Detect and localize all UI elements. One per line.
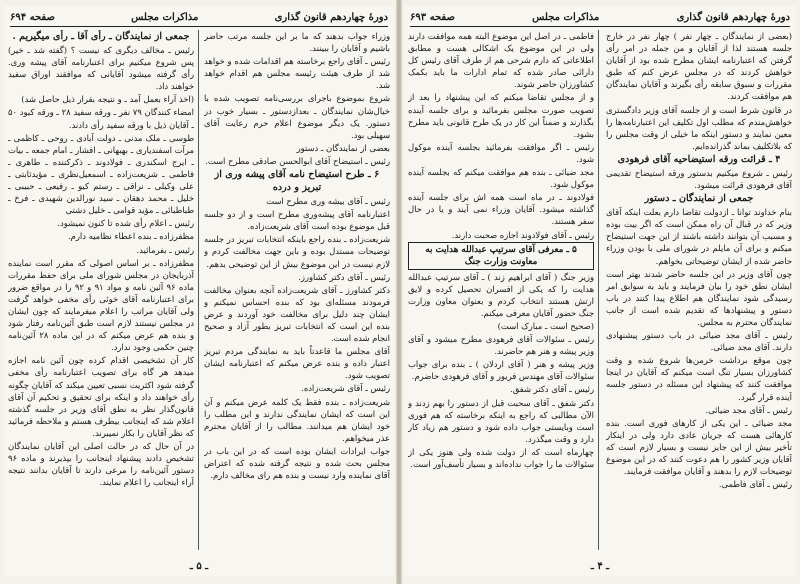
speaker-paragraph: رئیس ـ آقای فاطمی. [718, 479, 792, 490]
body-paragraph: (اخذ آراء بعمل آمد ـ و نتیجه بقرار ذیل حاصل شد) [21, 94, 194, 105]
body-paragraph: شروع بموضوع باجرای بررسی‌نامه تصویب شده با خیال‌شان نمایندگان ـ بعدازدستور ـ بسیار خوب در دستور. یک دیگر موضوع اعلام حرم رعایت آقای سهیلی بود. [204, 93, 390, 140]
speaker-paragraph: رئیس ـ آقای فولادوند اجازه صحبت دارند. [451, 229, 594, 240]
left-page-number: صفحه ۶۹۴ [10, 11, 55, 23]
left-folio: ـ ۵ ـ [189, 561, 209, 572]
left-page-left-column [8, 30, 194, 550]
speaker-paragraph: رئیس ـ آقای شریعت‌زاده. [301, 383, 390, 394]
speaker-paragraph: مظفرزاده ـ بنده اعطاء نظامیه دارم. [68, 231, 194, 242]
speaker-paragraph: وزیر جنگ ( آقای ابراهیم زند ) ـ آقای سرتیپ عبدالله هدایت را که یکی از افسران تحصیل کرده و لایق ارتش هستند انتخاب کردم و بعنوان معاون وزارت جنگ حضور آقایان معرفی میکنم. [408, 271, 594, 318]
speaker-paragraph: رئیس ـ اعلام رأی شده تا کنون نمیشود. [57, 218, 194, 229]
body-paragraph: جواب ایرادات ایشان بوده است که در این باب در مجلس بحث شده و نتیجه گرفته شده که اعتراض آقای نماینده وارد نیست و بنده هم رای مخالف دارم. [204, 445, 390, 481]
body-paragraph: کار آن تشخیصی اقدام کرده چون آئین نامه اجازه میدهد هر گاه برای تصویب اعتبارنامه رأی مخفی گرفته شود اکثریت نسبی تعیین میکند که آقایان چگونه رأی خواهند داد و اینکه برای تحقیق و تحکیم آن آقای قانون‌گذار نظر به نطق آقای وزیر در جلسه گذشته اعلام شد که اینجانب بیطرف هستم و ملاحظه فرمائید که نظر آقایان را بکار نمیبرند. [8, 355, 194, 438]
body-paragraph: اعتبارنامه آقای پیشه‌وری مطرح است و از دو جلسه قبل موضوع بوده است آقای شریعت‌زاده. [204, 209, 390, 232]
body-paragraph: (بعضی از نمایندگان ـ چهار نفر ) چهار نفر در خارج جلسه هستند لذا از آقایان و من جمله در امر رأی گرفتن که اعتبارنامه ایشان مطرح شده بود از آقایان خواهش کردند که در مجلس عرض کنم که طبق مقررات و سبوق سابقه رأی بگیرند و آقایان نمایندگان هم موافقت کردند. [606, 31, 792, 102]
speaker-paragraph: رئیس ـ آقای مجد ضیائی در باب دستور پیشنهادی دارند. آقای مجد ضیائی. [606, 330, 792, 353]
body-paragraph: طوسی ـ ملک مدنی ـ دولت آبادی ـ روحی ـ کاظمی ـ مرآت اسفندیاری ـ بهبهانی ـ افشار ـ امام جمعه ـ بیات ـ ایرج اسکندری ـ فولادوند ـ ذکرکننده ـ طاهری ـ فاطمی ـ شریعت‌زاده ـ اسمعیل‌نظری ـ مؤیدثابتی ـ علی وکیلی ـ نراقی ـ رستم کیو ـ رفیعی ـ حبیبی ـ خلیل‌ ـ محمد دهقان ـ سید نورالدین شهیدی ـ فرخ ـ طباطبائی ـ مؤید قوامی ـ خلیل دشتی [8, 132, 194, 216]
speaker-paragraph: رئیس ـ آقای بیشه وری مطرح است [266, 196, 390, 207]
speaker-paragraph: رئیس ـ آقای راجع برخاسته هم اقدامات شده و خواهد شد از طرف هیئت رئیسه مجلس هم اقدام خواهد شد. [204, 56, 390, 91]
section-heading: جمعی از نمایندگان ـ دستور [644, 193, 754, 205]
right-page-left-column [408, 30, 594, 550]
body-paragraph: آقای مجلس ما قاعدتاً باید به نمایندگی مردم تبریز اعتبار داده و بنده عرض میکنم که اعتبارنامه ایشان تصویب شود. [204, 346, 390, 381]
left-page [4, 6, 394, 576]
left-page-right-column [204, 30, 390, 550]
speaker-paragraph: رئیس ـ آقای دکتر شفق. [510, 384, 594, 395]
speaker-paragraph: مظفرزاده ـ بر اساس اصولی که مقرر است نماینده آذربایجان در مجلس شورای ملی برای حفظ مقررات ماده ۹۶ آئین نامه و مواد ۹۱ و ۹۲ را در مواقع ضرور برای اعتبارنامه آقای خوئی رأی مخفی خواهد گرفت ولی آقایان مراتب را اعلام میفرمایند که چون ایشان در مجلس نیستند لازم است طبق آئین‌نامه رفتار شود و بنده هم عرض میکنم که در این ماده ۲۸ آئین‌نامه چنین حکمی وجود ندارد. [8, 257, 194, 353]
section-heading: جمعی از نمایندگان ـ رأی آقا ـ رأی میگیریم . [12, 31, 190, 42]
body-paragraph: و از مجلس تقاضا میکنم که این پیشنهاد را بعد از تصویب صورت مجلس بفرمائید و برای جلسه آینده بگذارند و ضمناً این کار در یک طرح قانونی باید مطرح بشود. [408, 92, 594, 139]
speaker-paragraph: وزیر پیشه و هنر ( آقای اردلان ) ـ بنده برای جواب سئوالات آقای مهندس فریور و آقای فرهودی حاضرم. [408, 359, 594, 382]
left-column-rule [198, 30, 199, 550]
body-paragraph: (صحیح است ـ مبارک است) [497, 320, 594, 331]
body-paragraph: چون آقای وزیر در این جلسه حاضر شدند بهتر است ایشان نطق خود را بیان فرمایند و باید به سوابق امر رسیدگی شود نمایندگان هم اطلاع پیدا کنند در باب دستور و پیشنهادها که تقدیم شده است از جانب نمایندگان محترم به مجلس. [606, 268, 792, 327]
left-section-title: مذاکرات مجلس [131, 11, 199, 23]
speaker-paragraph: رئیس ـ شروع میکنیم بدستور ورقه استیضاح تقدیمی آقای فرهودی قرائت میشود. [606, 167, 792, 191]
speaker-paragraph: رئیس ـ سئوالات آقای فرهودی مطرح میشود و آقای وزیر پیشه و هنر هم حاضرند. [408, 334, 594, 357]
body-paragraph: چهارماه است که از دولت شده ولی هنوز یکی از سئوالات ما را جواب نداده‌اند و بسیار تأسف‌آور است. [408, 446, 594, 469]
right-section-title: مذاکرات مجلس [532, 11, 600, 23]
speaker-paragraph: دکتر کشاورز ـ آقای شریعت‌زاده آنچه بعنوان مخالفت فرمودند مسئله‌ای بود که بنده احساس نمیکنم و ایشان چند دلیل برای مخالفت خود آوردند و عرض بنده این است که انتخابات تبریز بطور آزاد و صحیح انجام شده است. [204, 284, 390, 344]
section-heading: ۶ ـ طرح استیضاح نامه آقای پیشه وری از تبریز و درده [214, 169, 380, 194]
body-paragraph: در آن حال که در حالت اصلی این آقایان نمایندگان تشخیص دادند پیشنهاد اینجانب را بپذیرند و ماده ۹۶ دستور آئین‌نامه را مرعی دارند تا آقایان بدانند نتیجه آراء اینجانب را اعلام نمایند. [8, 441, 194, 488]
section-heading: ۴ ـ قرائت ورقه استیضاحیه آقای فرهودی [617, 153, 781, 165]
right-folio: ـ ۴ ـ [590, 561, 610, 572]
right-column-rule [598, 30, 599, 550]
speaker-paragraph: شریعت‌زاده ـ بنده راجع باینکه انتخابات تبریز در جلسه توضیحات مستدل بوده و باین جهت مخالفت کردم و لازم نیست در این موضوع بیش از این توضیحی بدهم. [204, 234, 390, 269]
speaker-paragraph: رئیس ـ آقای مجد ضیائی. [705, 404, 792, 415]
speaker-paragraph: مجد ضیائی ـ بنده هم موافقت میکنم که بجلسه آینده موکول شود. [408, 167, 594, 190]
right-page [404, 6, 796, 576]
speaker-paragraph: رئیس ـ آقای دکتر کشاورز. [298, 271, 390, 282]
boxed-section-heading: ۵ ـ معرفی آقای سرتیپ عبدالله هدایت به معاونت وزارت جنگ [408, 242, 594, 270]
book-gutter [396, 0, 402, 584]
speaker-paragraph: رئیس ـ بفرمائید. [136, 244, 194, 255]
speaker-paragraph: مجد ضیائی ـ این یکی از کارهای فوری است. بنده کارهائی هست که جریان عادی دارد ولی در اینکار تأخیر بیش از این جایز نیست و بسیار لازم است که آقایان وزیر کشور را هم دعوت کنند که در این موضوع توضیحات لازم را بدهند و آقایان موافقت فرمایند. [606, 417, 792, 477]
speaker-paragraph: شریعت‌زاده ـ بنده فقط یک کلمه عرض میکنم و آن این است که ایشان نمایندگی ندارند و این مطلب را خود ایشان هم میدانند. مطالب را از آقایان محترم عذر میخواهم. [204, 396, 390, 443]
right-running-head [410, 8, 790, 27]
speaker-paragraph: بعضی از نمایندگان ـ دستور [296, 142, 390, 153]
right-session-title: دورهٔ چهاردهم قانون گذاری [676, 11, 790, 23]
speaker-paragraph: رئیس ـ مخالف دیگری که نیست ؟ (گفته شد ـ خیر) پس شروع میکنیم برای اعتبارنامه آقای پیشه وری. رأی گرفته میشود آقایانی که موافقند اوراق سفید خواهند داد. [8, 45, 194, 92]
body-paragraph: وزراء جواب بدهند که ما بر این جلسه مرتب حاضر باشیم و آقایان را ببینند. [204, 31, 390, 54]
left-running-head [10, 8, 388, 27]
body-paragraph: رئیس ـ استیضاح آقای ابوالحسن صادقی مطرح است. [205, 155, 390, 166]
left-session-title: دورهٔ چهاردهم قانون گذاری [274, 11, 388, 23]
right-page-number: صفحه ۶۹۳ [410, 11, 455, 23]
speaker-paragraph: فاطمی ـ در اصل این موضوع البته همه موافقت دارند ولی در این موضوع یک اشکالی هست و مطابق اطلاعاتی که دارم شرحی هم از طرف آقای رئیس کل دارائی صادر شده که تمام ادارات ما باید بکمک کشاورزان حاضر شوند. [408, 31, 594, 90]
speaker-paragraph: دکتر شفق ـ آقای سحبت قبل از دستور را بهم زدند و الآن مطالبی که راجع به اینکه برخاسته که هم فوری است وبایستی جواب داده شود و دستور هم زیاد کار دارد و وقت میگذرد. [408, 397, 594, 444]
body-paragraph: امضاء کنندگان ۷۹ نفر ـ ورقه سفید ۲۸ ـ ورقه کبود ۵۰ ـ آقایان ذیل با ورقه سفید رأی دادند. [8, 107, 194, 130]
body-paragraph: در قانون شرط است و از جلسه آقای وزیر دادگستری خواهش‌مندم که مطلب اول تکلیف این اعتبارنامه‌ها را معین نمایند و دستور اینکه ما خیلی از وقت مجلس را که بلاتکلیف بماند گذرانده‌ایم. [606, 104, 792, 151]
body-paragraph: چون موقع برداشت خرمن‌ها شروع شده و وقت کشاورزان بسیار تنگ است میکنم که آقایان در اینجا موافقت کنند که پیشنهاد این مسئله در دستور جلسه آینده قرار گیرد. [606, 355, 792, 402]
body-paragraph: بنام خداوند توانا ـ ازدولت تقاضا دارم بعلت اینکه آقای وزیر که در قبال آن راه ممکن است که اگر بیت بوده و مسبب آن بتوانند داشته باشند از این جهت استیضاح میکنم و برای آن مایلم در شورای ملی با بودن وزراء حاضر شده از ایشان توضیحاتی بخواهم. [606, 207, 792, 266]
right-page-right-column [606, 30, 792, 550]
speaker-paragraph: فولادوند ـ در ماه است همه اش برای جلسه آینده گذاشته میشود. آقایان وزراء نمی آیند و یا در حال سفر هستند. [408, 192, 594, 227]
speaker-paragraph: رئیس ـ اگر موافقت بفرمائید بجلسه آینده موکول شود. [408, 141, 594, 164]
